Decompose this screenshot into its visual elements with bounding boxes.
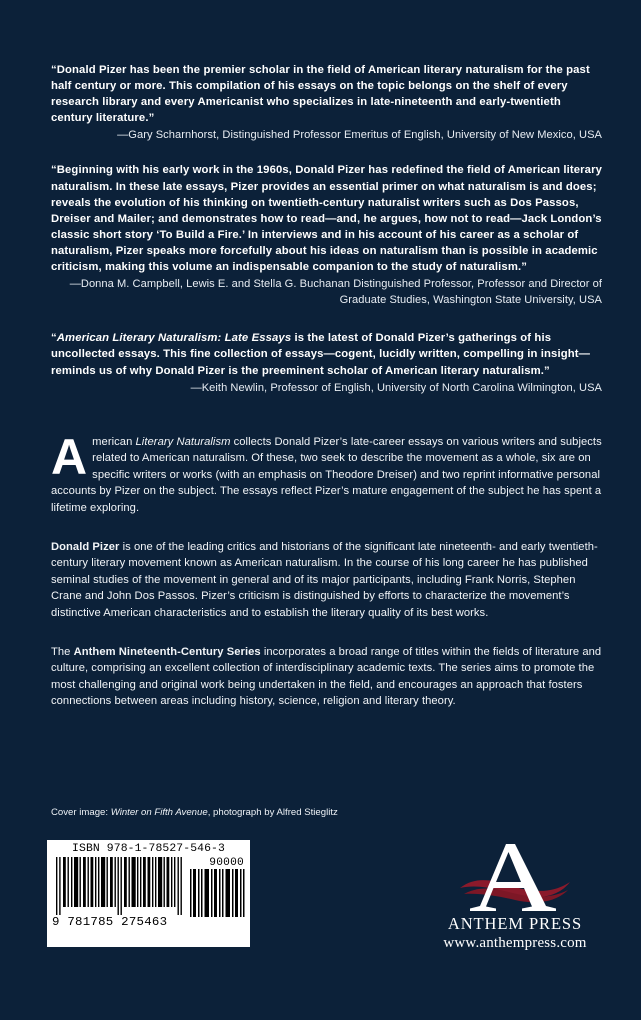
blurb-3 xyxy=(51,330,602,395)
blurbs-section xyxy=(51,62,602,413)
blurb-1-quote: “Donald Pizer has been the premier scholar in the field of American literary naturalism for the past half century or more. This compilation of his essays on the topic belongs on the shelf of every research library and every Americanist who specializes in late-nineteenth and early-twentieth century literature.” xyxy=(51,64,590,125)
anthem-press-logo-icon xyxy=(420,838,610,914)
isbn-barcode xyxy=(47,840,250,947)
series-paragraph xyxy=(51,644,602,710)
author-name: Donald Pizer xyxy=(51,541,120,554)
blurb-1-attribution: —Gary Scharnhorst, Distinguished Professor Emeritus of English, University of New Mexico, USA xyxy=(117,129,602,142)
ean13-bars-icon xyxy=(52,857,188,915)
author-bio-paragraph xyxy=(51,539,602,621)
ean13-digits: 9 781785 275463 xyxy=(52,915,168,929)
cover-image-credit xyxy=(51,806,351,819)
blurb-2-attribution: —Donna M. Campbell, Lewis E. and Stella G. Buchanan Distinguished Professor, Professor and Director of Graduate Studies, Washington State University, USA xyxy=(69,278,602,307)
dropcap-run: American xyxy=(51,429,133,485)
author-bio-rest: is one of the leading critics and historians of the significant late nineteenth- and early twentieth-century literary movement known as American naturalism. In the course of his long career he has published seminal studies of the movement in general and of its major participants, including Frank Norris, Stephen Crane and John Dos Passos. Pizer’s criticism is distinguished by efforts to characterize the movement’s distinctive American characteristics and to establish the literary quality of its best works. xyxy=(51,541,598,619)
publisher-url[interactable]: www.anthempress.com xyxy=(443,935,587,951)
publisher-block xyxy=(420,838,610,952)
description-rest: collects Donald Pizer’s late-career essays on various writers and subjects related to American naturalism. Of these, two seek to describe the movement as a whole, six are on specific writers or works (with an emphasis on Theodore Dreiser) and two reprint informative personal accounts by Pizer on the subject. The essays reflect Pizer’s mature engagement of the subject he has spent a lifetime exploring. xyxy=(51,436,602,514)
credit-photo-title: Winter on Fifth Avenue xyxy=(110,807,208,818)
credit-rest: , photograph by Alfred Stieglitz xyxy=(207,807,338,818)
series-pre: The xyxy=(51,646,74,659)
blurb-1 xyxy=(51,62,602,143)
blurb-3-book-title: American Literary Naturalism: Late Essays xyxy=(56,332,292,345)
book-title-italic: Literary Naturalism xyxy=(132,436,231,448)
barcode-ean13 xyxy=(52,857,188,929)
barcode-addon5 xyxy=(188,857,245,917)
publisher-name: ANTHEM PRESS xyxy=(447,914,583,933)
description-paragraph xyxy=(51,429,602,516)
series-rest: incorporates a broad range of titles within the fields of literature and culture, comprising an excellent collection of interdisciplinary academic texts. The series aims to promote the most challenging and original work being undertaken in the field, and encourages an approach that fosters connections between areas including history, science, religion and literary theory. xyxy=(51,646,602,708)
blurb-3-quote xyxy=(51,330,602,378)
blurb-3-quote-rest: is the latest of Donald Pizer’s gatherings of his uncollected essays. This fine collection of essays—cogent, lucidly written, compelling in insight—reminds us of why Donald Pizer is the preeminent scholar of American literary naturalism.” xyxy=(51,332,591,377)
blurb-3-attribution: —Keith Newlin, Professor of English, University of North Carolina Wilmington, USA xyxy=(190,381,602,394)
barcode-bars-area xyxy=(52,857,245,945)
credit-label: Cover image: xyxy=(51,807,111,818)
blurb-2 xyxy=(51,162,602,308)
body-copy-section xyxy=(51,429,602,733)
addon5-bars-icon xyxy=(188,869,245,917)
blurb-2-quote: “Beginning with his early work in the 1960s, Donald Pizer has redefined the field of American literary naturalism. In these late essays, Pizer provides an essential primer on what naturalism is and does; reveals the evolution of his thinking on twentieth-century naturalist writers such as Dos Passos, Dreiser and Mailer; and demonstrates how to read—and, he argues, how not to read—Jack London’s classic short story ‘To Build a Fire.’ In interviews and in his account of his career as a scholar of naturalism, Pizer speaks more forcefully about his ideas on naturalism than is possible in academic criticism, making this volume an indispensable companion to the study of naturalism.” xyxy=(51,164,602,274)
blurb-3-open-quote: “ xyxy=(51,332,57,345)
isbn-text: ISBN 978-1-78527-546-3 xyxy=(72,843,225,855)
addon-digits: 90000 xyxy=(209,857,244,869)
series-name: Anthem Nineteenth-Century Series xyxy=(73,646,261,659)
